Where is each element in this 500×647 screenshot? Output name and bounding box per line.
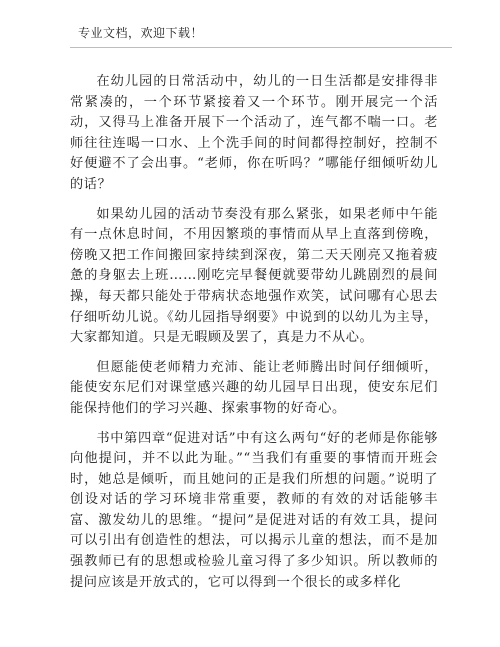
paragraph-3: 但愿能使老师精力充沛、能让老师腾出时间仔细倾听，能使安东尼们对课堂感兴趣的幼儿园早日出现，使安东尼们能保持他们的学习兴趣、探索事物的好奇心。 <box>70 359 438 416</box>
paragraph-4: 书中第四章“促进对话”中有这么两句“好的老师是你能够向他提问，并不以此为耻。”“当我们有重要的事情而开班会时，她总是倾听，而且她问的正是我们所想的问题。”说明了创设对话的学习环境非常重要，教师的有效的对话能够丰富、激发幼儿的思维。“提问”是促进对话的有效工具，提问可以引出有创造性的想法，可以揭示儿童的想法，而不是加强教师已有的思想或检验儿童习得了多少知识。所以教师的提问应该是开放式的，它可以得到一个很长的或多样化 <box>70 430 438 590</box>
document-body <box>70 72 438 593</box>
header-divider <box>70 47 452 48</box>
paragraph-2: 如果幼儿园的活动节奏没有那么紧张，如果老师中午能有一点休息时间，不用因繁琐的事情而从早上直落到傍晚，傍晚又把工作间搬回家持续到深夜，第二天天刚亮又拖着疲惫的身躯去上班……刚吃完早餐便就要带幼儿跳剧烈的晨间操，每天都只能处于带病状态地强作欢笑，试问哪有心思去仔细听幼儿说。《幼儿园指导纲要》中说到的以幼儿为主导，大家都知道。只是无暇顾及罢了，真是力不从心。 <box>70 206 438 346</box>
paragraph-1: 在幼儿园的日常活动中，幼儿的一日生活都是安排得非常紧凑的，一个环节紧接着又一个环节。刚开展完一个活动，又得马上准备开展下一个活动了，连气都不喘一口。老师往往连喝一口水、上个洗手间的时间都得控制好，控制不好便避不了会出事。“老师，你在听吗？”哪能仔细倾听幼儿的话？ <box>70 74 438 192</box>
page-header: 专业文档，欢迎下载！ <box>78 26 204 40</box>
